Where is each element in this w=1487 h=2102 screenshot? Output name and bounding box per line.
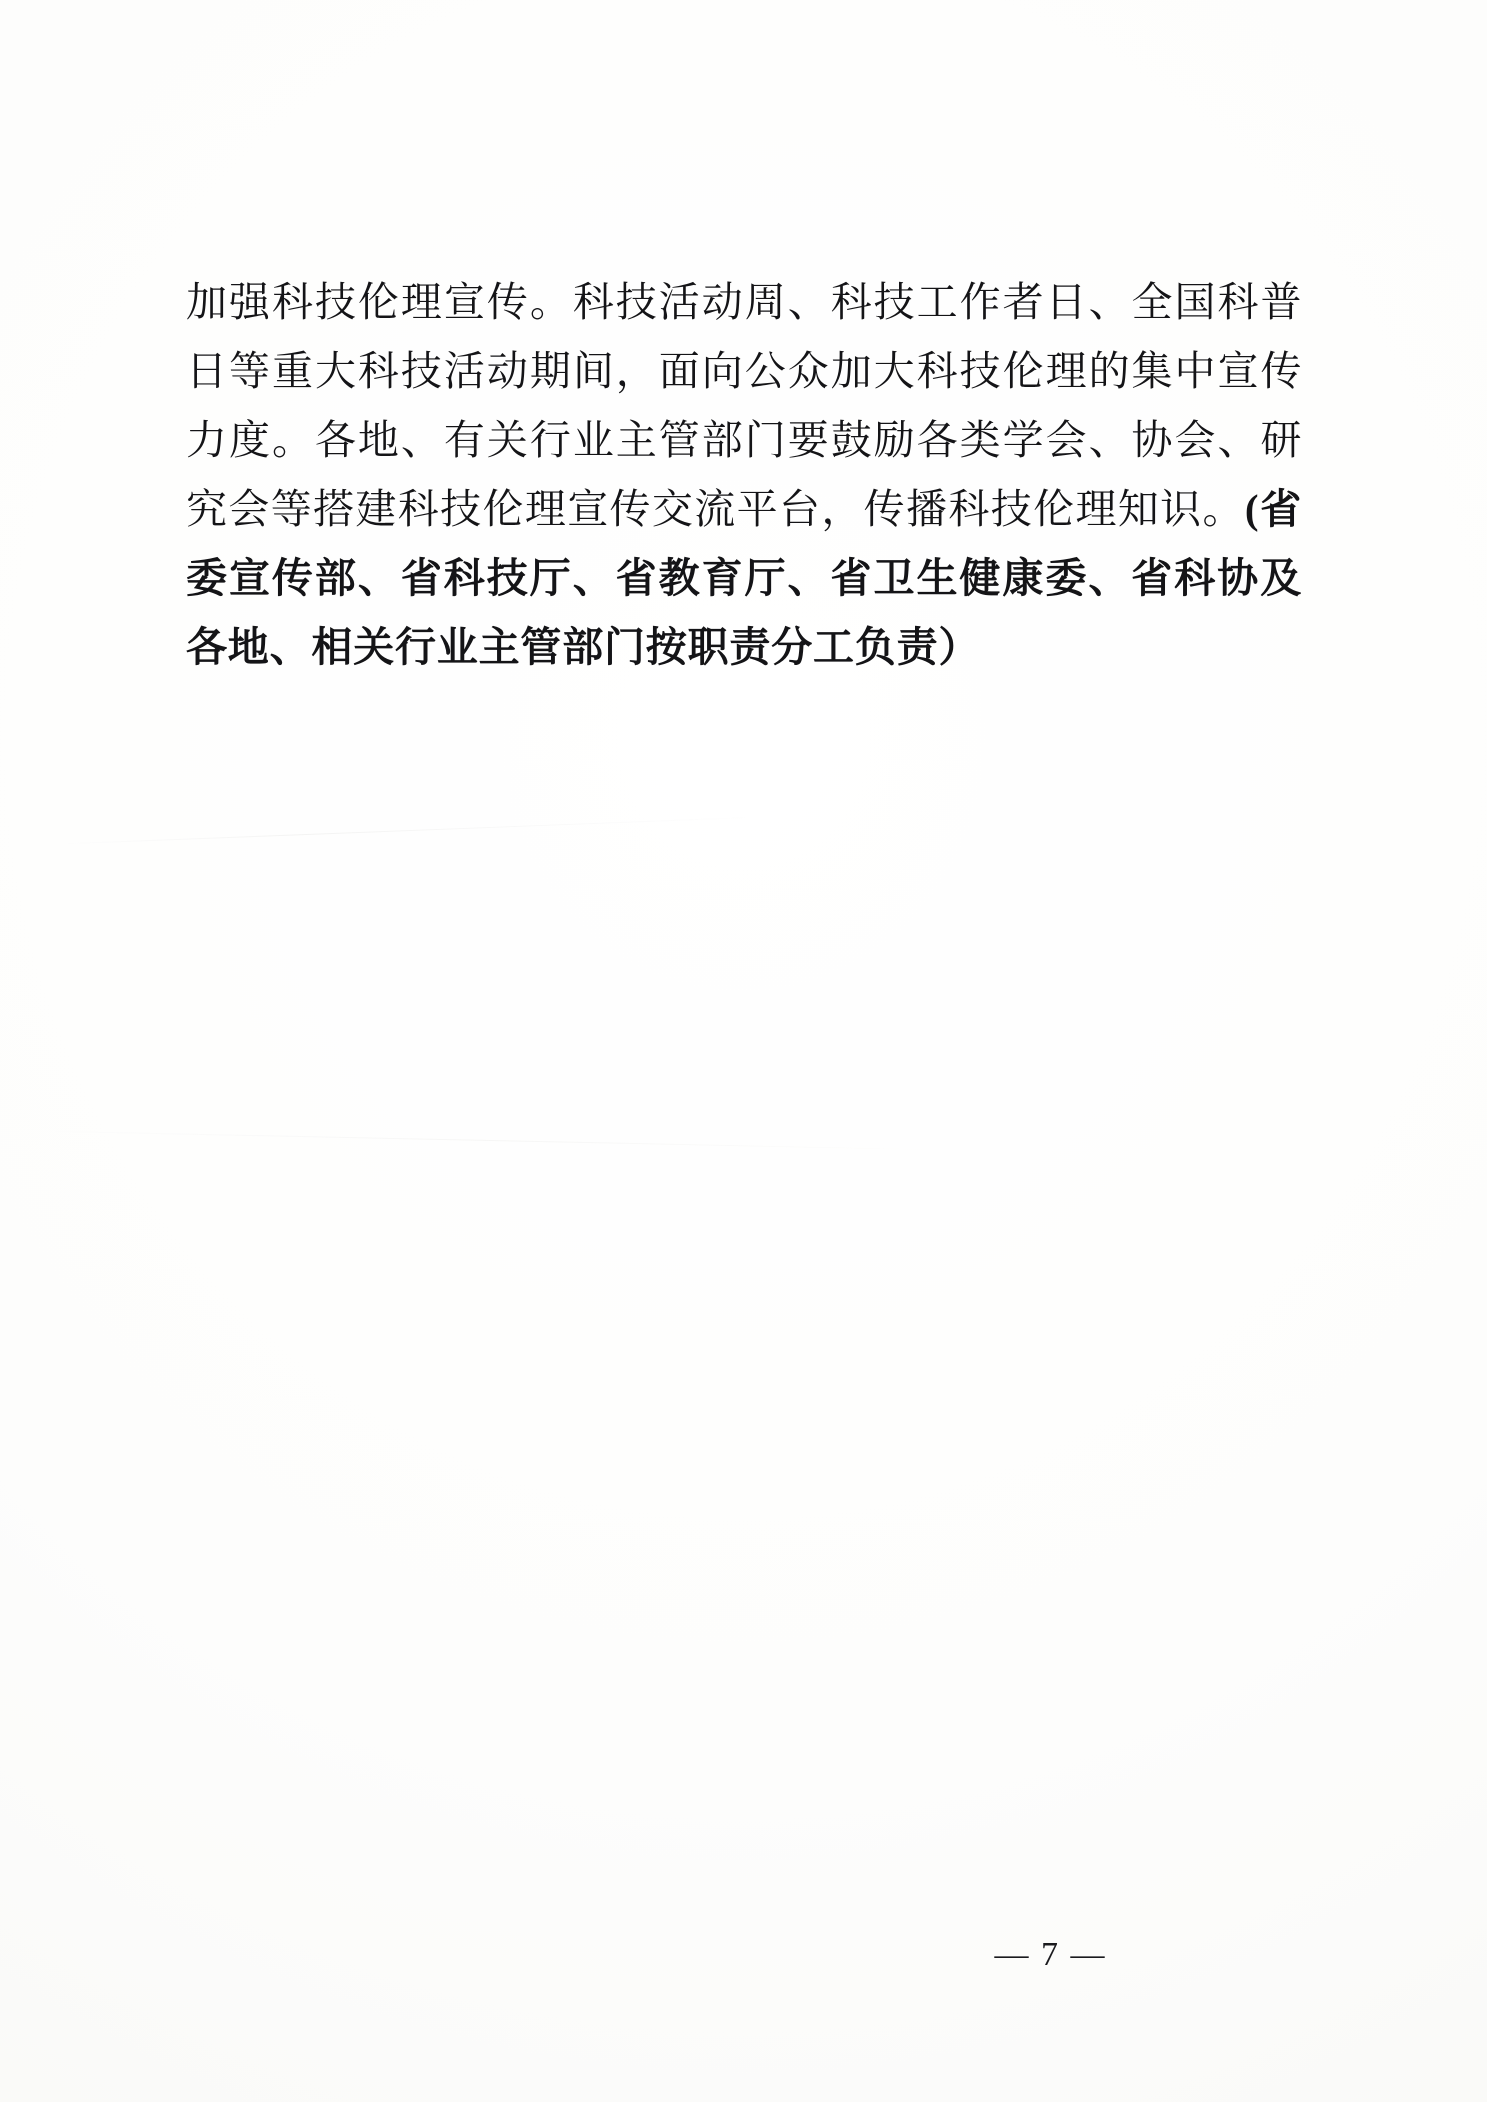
page-number [0, 1936, 1487, 1974]
body-paragraph [186, 268, 1302, 682]
scan-crease-icon [40, 1131, 940, 1151]
responsible-agencies-text: (省委宣传部、省科技厅、省教育厅、省卫生健康委、省科协及各地、相关行业主管部门按职责分工负责） [186, 486, 1302, 670]
scan-crease-icon [60, 817, 760, 845]
page-number-label: — 7 — [994, 1936, 1107, 1973]
paragraph-lead-text: 加强科技伦理宣传。科技活动周、科技工作者日、全国科普日等重大科技活动期间，面向公众加大科技伦理的集中宣传力度。各地、有关行业主管部门要鼓励各类学会、协会、研究会等搭建科技伦理宣传交流平台，传播科技伦理知识。 [186, 279, 1302, 532]
document-body [186, 268, 1302, 682]
